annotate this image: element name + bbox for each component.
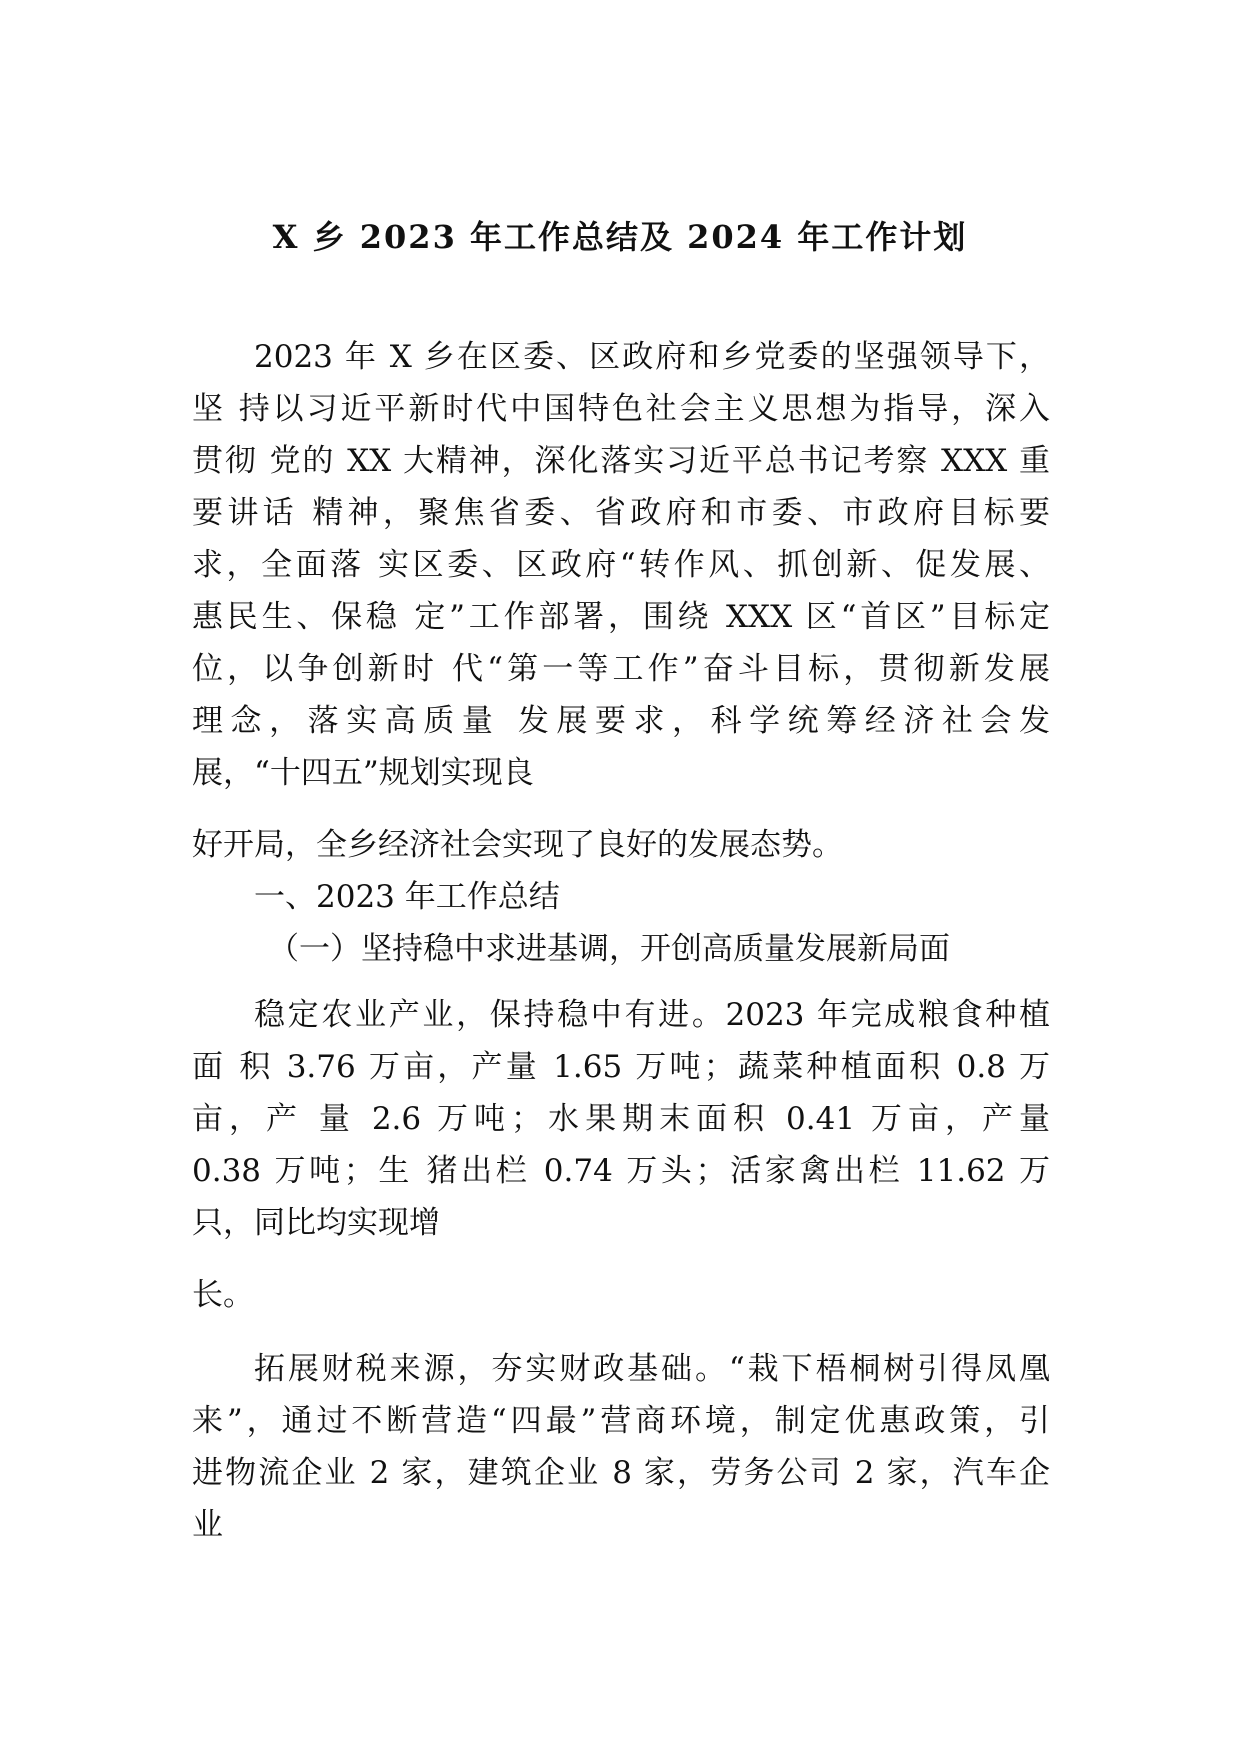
paragraph-line: 拓展财税来源，夯实财政基础。“栽下梧桐树引得凤凰 xyxy=(254,1351,1050,1387)
paragraph-line: 理念，落实高质量 发展要求，科学统筹经济社会发 xyxy=(192,703,1050,739)
paragraph-line: 2023 年 X 乡在区委、区政府和乡党委的坚强领导下， xyxy=(254,339,1050,375)
paragraph-line: 坚 持以习近平新时代中国特色社会主义思想为指导，深入 xyxy=(192,391,1050,427)
paragraph-line: 稳定农业产业，保持稳中有进。2023 年完成粮食种植 xyxy=(254,997,1050,1033)
paragraph-line: 进物流企业 2 家，建筑企业 8 家，劳务公司 2 家，汽车企 xyxy=(192,1455,1050,1491)
paragraph-line: 求，全面落 实区委、区政府“转作风、抓创新、促发展、 xyxy=(192,547,1050,583)
document-title: X 乡 2023 年工作总结及 2024 年工作计划 xyxy=(272,218,968,256)
subsection-heading: （一）坚持稳中求进基调，开创高质量发展新局面 xyxy=(268,931,950,967)
paragraph-line: 长。 xyxy=(192,1277,254,1313)
paragraph-line: 0.38 万吨；生 猪出栏 0.74 万头；活家禽出栏 11.62 万 xyxy=(192,1153,1050,1189)
paragraph-line: 要讲话 精神，聚焦省委、省政府和市委、市政府目标要 xyxy=(192,495,1050,531)
section-heading: 一、2023 年工作总结 xyxy=(254,879,560,915)
paragraph-line: 贯彻 党的 XX 大精神，深化落实习近平总书记考察 XXX 重 xyxy=(192,443,1050,479)
paragraph-line: 来”，通过不断营造“四最”营商环境，制定优惠政策，引 xyxy=(192,1403,1050,1439)
paragraph-line: 惠民生、保稳 定”工作部署，围绕 XXX 区“首区”目标定 xyxy=(192,599,1050,635)
paragraph-line: 展，“十四五”规划实现良 xyxy=(192,755,534,791)
paragraph-line: 面 积 3.76 万亩，产量 1.65 万吨；蔬菜种植面积 0.8 万 xyxy=(192,1049,1050,1085)
paragraph-line: 亩，产 量 2.6 万吨；水果期末面积 0.41 万亩，产量 xyxy=(192,1101,1050,1137)
paragraph-line: 好开局，全乡经济社会实现了良好的发展态势。 xyxy=(192,827,843,863)
paragraph-line: 只，同比均实现增 xyxy=(192,1205,440,1241)
paragraph-line: 业 xyxy=(192,1507,223,1543)
paragraph-line: 位，以争创新时 代“第一等工作”奋斗目标，贯彻新发展 xyxy=(192,651,1050,687)
